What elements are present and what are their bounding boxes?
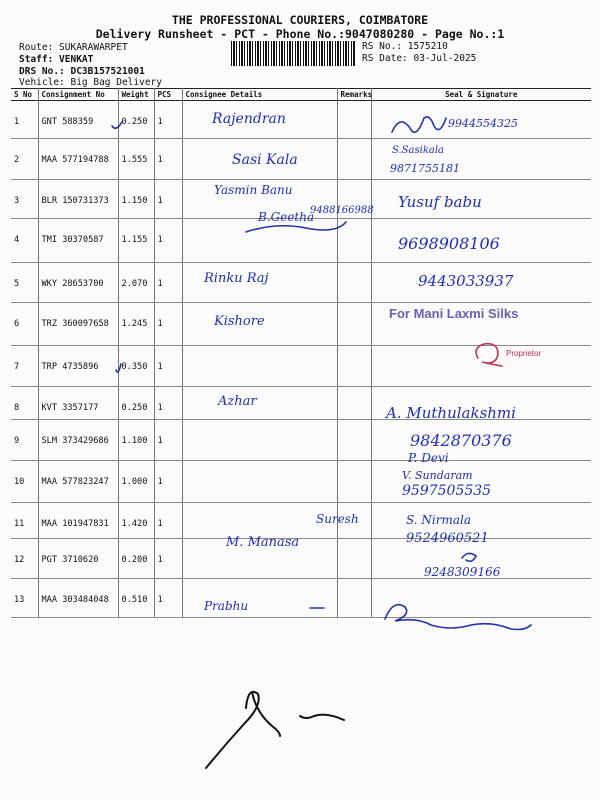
cell-consignment: TRP 4735896 <box>38 346 118 387</box>
hw-consignee-2: Sasi Kala <box>232 152 298 168</box>
cell-sno: 5 <box>11 263 38 303</box>
hw-sign-4: Yusuf babu <box>398 193 482 211</box>
stamp-arrow <box>246 222 346 232</box>
hw-consignee-13: Prabhu <box>204 599 249 613</box>
runsheet-subtitle: Delivery Runsheet - PCT - Phone No.:9047080280 - Page No.:1 <box>95 27 505 41</box>
cell-consignment: GNT 588359 <box>38 101 118 139</box>
hw-sign-2: S.Sasikala <box>392 145 444 156</box>
col-sno: S No <box>11 89 38 101</box>
hw-sign-9b: P. Devi <box>408 451 449 465</box>
cell-consignment: BLR 150731373 <box>38 180 118 219</box>
route-label: Route: SUKARAWARPET <box>19 42 128 53</box>
hw-sign-10: V. Sundaram <box>402 469 473 482</box>
cell-sno: 9 <box>11 420 38 461</box>
hw-consignee-1: Rajendran <box>212 111 286 127</box>
signature-12-mark <box>462 553 476 561</box>
cell-sno: 3 <box>11 180 38 219</box>
cell-weight: 1.420 <box>118 503 154 539</box>
cell-consignment: TRZ 360097658 <box>38 303 118 346</box>
cell-sno: 1 <box>11 101 38 139</box>
hw-consignee-6: Kishore <box>214 314 265 329</box>
hw-sign-9: A. Muthulakshmi <box>386 404 516 422</box>
staff-label: Staff: VENKAT <box>19 54 94 65</box>
cell-pcs: 1 <box>154 139 182 180</box>
hw-consignee-8: Azhar <box>218 394 257 409</box>
signature-7 <box>476 344 502 366</box>
cell-weight: 0.250 <box>118 101 154 139</box>
vehicle-label: Vehicle: Big Bag Delivery <box>19 77 162 88</box>
hw-sign-11: S. Nirmala <box>406 513 472 527</box>
cell-pcs: 1 <box>154 461 182 503</box>
hw-phone-5: 9443033937 <box>418 272 514 290</box>
tick-7 <box>116 364 121 372</box>
cell-sno: 7 <box>11 346 38 387</box>
bottom-signature <box>206 692 344 768</box>
cell-weight: 1.155 <box>118 219 154 263</box>
cell-consignment: MAA 577823247 <box>38 461 118 503</box>
col-remarks: Remarks <box>337 89 371 101</box>
cell-pcs: 1 <box>154 420 182 461</box>
hw-consignee-5: Rinku Raj <box>204 271 269 286</box>
hw-phone-1: 9944554325 <box>448 117 518 130</box>
hw-phone-4: 9698908106 <box>398 234 500 253</box>
cell-weight: 0.350 <box>118 346 154 387</box>
cell-pcs: 1 <box>154 101 182 139</box>
cell-weight: 0.510 <box>118 579 154 618</box>
cell-consignment: KVT 3357177 <box>38 387 118 420</box>
hw-phone-11: 9524960521 <box>406 531 489 546</box>
cell-consignment: MAA 577194788 <box>38 139 118 180</box>
cell-pcs: 1 <box>154 579 182 618</box>
cell-weight: 1.150 <box>118 180 154 219</box>
cell-consignment: WKY 28653700 <box>38 263 118 303</box>
stamp-text: Mani Laxmi Silks <box>413 306 519 321</box>
cell-sno: 13 <box>11 579 38 618</box>
signature-13 <box>385 605 531 630</box>
col-consignment: Consignment No <box>38 89 118 101</box>
checkmark-1 <box>112 122 122 128</box>
col-weight: Weight <box>118 89 154 101</box>
rs-number: RS No.: 1575210 <box>362 41 448 52</box>
cell-pcs: 1 <box>154 180 182 219</box>
cell-pcs: 1 <box>154 539 182 579</box>
cell-sno: 6 <box>11 303 38 346</box>
cell-sno: 11 <box>11 503 38 539</box>
cell-sno: 8 <box>11 387 38 420</box>
drs-number: DRS No.: DC3B157521001 <box>19 66 145 77</box>
hw-phone-12: 9248309166 <box>424 565 501 579</box>
cell-pcs: 1 <box>154 387 182 420</box>
cell-sno: 4 <box>11 219 38 263</box>
hw-consignee-3b: B.Geetha <box>258 210 315 224</box>
cell-weight: 1.000 <box>118 461 154 503</box>
hw-consignee-11b: M. Manasa <box>226 535 300 550</box>
col-pcs: PCS <box>154 89 182 101</box>
cell-consignment: MAA 303484048 <box>38 579 118 618</box>
cell-consignment: SLM 373429686 <box>38 420 118 461</box>
cell-pcs: 1 <box>154 219 182 263</box>
rs-date: RS Date: 03-Jul-2025 <box>362 53 477 64</box>
hw-phone-9: 9842870376 <box>410 431 512 450</box>
cell-sno: 10 <box>11 461 38 503</box>
cell-consignment: MAA 101947831 <box>38 503 118 539</box>
cell-pcs: 1 <box>154 263 182 303</box>
hw-phone-3: 9488166988 <box>310 205 374 216</box>
cell-weight: 1.100 <box>118 420 154 461</box>
company-title: THE PROFESSIONAL COURIERS, COIMBATORE <box>171 13 429 27</box>
cell-pcs: 1 <box>154 346 182 387</box>
cell-weight: 0.250 <box>118 387 154 420</box>
hw-phone-10: 9597505535 <box>402 483 492 499</box>
cell-weight: 1.555 <box>118 139 154 180</box>
hw-consignee-3: Yasmin Banu <box>214 183 293 197</box>
cell-pcs: 1 <box>154 503 182 539</box>
col-signature: Seal & Signature <box>371 89 591 101</box>
cell-sno: 2 <box>11 139 38 180</box>
cell-weight: 0.200 <box>118 539 154 579</box>
cell-consignment: TMI 30370587 <box>38 219 118 263</box>
cell-consignment: PGT 3710620 <box>38 539 118 579</box>
cell-pcs: 1 <box>154 303 182 346</box>
signature-1 <box>392 117 446 132</box>
col-consignee: Consignee Details <box>182 89 337 101</box>
shop-stamp: For Mani Laxmi Silks <box>389 306 519 321</box>
cell-weight: 1.245 <box>118 303 154 346</box>
hw-consignee-11: Suresh <box>316 512 359 526</box>
stamp-proprietor: Proprietor <box>506 349 542 358</box>
cell-weight: 2.070 <box>118 263 154 303</box>
hw-phone-2: 9871755181 <box>390 162 460 175</box>
cell-sno: 12 <box>11 539 38 579</box>
